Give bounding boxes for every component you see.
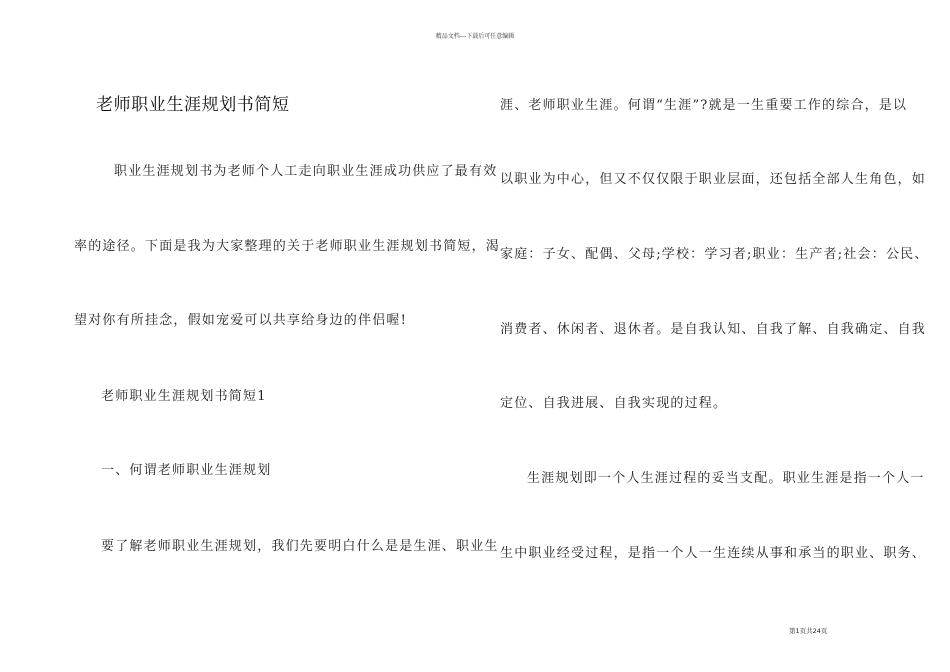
paragraph-line: 以职业为中心，但又不仅仅限于职业层面，还包括全部人生角色，如 (500, 172, 927, 187)
paragraph-line: 职业生涯规划书为老师个人工走向职业生涯成功供应了最有效 (114, 164, 498, 179)
paragraph-line: 率的途径。下面是我为大家整理的关于老师职业生涯规划书简短，渴 (74, 239, 501, 254)
page-header: 精品文档---下载后可任意编辑 (435, 33, 515, 40)
paragraph-line: 生中职业经受过程，是指一个人一生连续从事和承当的职业、职务、 (500, 546, 927, 561)
document-title: 老师职业生涯规划书简短 (96, 95, 290, 115)
subsection-heading: 一、何谓老师职业生涯规划 (101, 463, 272, 478)
paragraph-line: 望对你有所挂念，假如宠爱可以共享给身边的伴侣喔! (74, 313, 408, 328)
paragraph-line: 家庭：子女、配偶、父母;学校：学习者;职业：生产者;社会：公民、 (500, 247, 929, 262)
paragraph-line: 消费者、休闲者、退休者。是自我认知、自我了解、自我确定、自我 (500, 322, 927, 337)
page-number: 第1页共24页 (789, 627, 828, 635)
paragraph-line: 定位、自我进展、自我实现的过程。 (500, 396, 728, 411)
paragraph-line: 生涯规划即一个人生涯过程的妥当支配。职业生涯是指一个人一 (527, 471, 925, 486)
paragraph-line: 要了解老师职业生涯规划，我们先要明白什么是是生涯、职业生 (101, 539, 499, 554)
paragraph-line: 涯、老师职业生涯。何谓“生涯”?就是一生重要工作的综合，是以 (500, 98, 908, 113)
section-heading: 老师职业生涯规划书简短1 (101, 389, 267, 404)
